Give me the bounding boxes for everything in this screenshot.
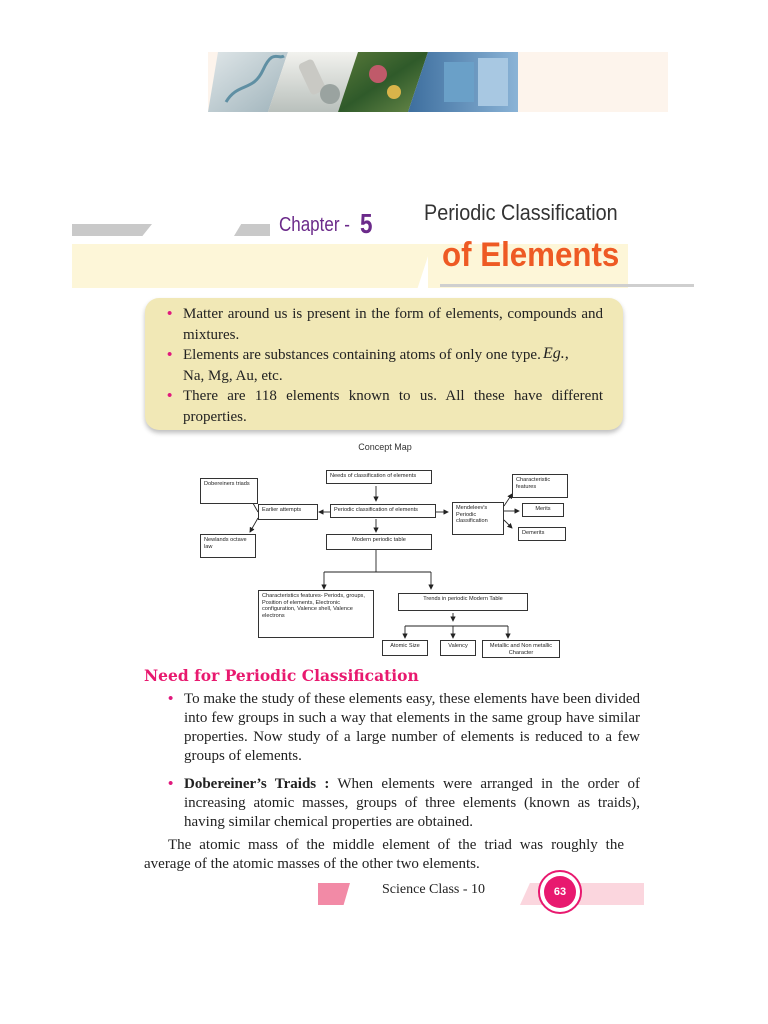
body-paragraph: The atomic mass of the middle element of the triad was roughly the average of the atomic masses of the other two elements. [144, 837, 624, 872]
heading-bar-left [72, 224, 152, 236]
summary-item [163, 345, 603, 386]
cm-earlier-box: Earlier attempts [258, 504, 318, 520]
cm-trends-box: Trends in periodic Modern Table [398, 593, 528, 611]
bullet-icon: • [167, 306, 173, 322]
cm-merits-box: Merits [522, 503, 564, 517]
banner-photo-collage [208, 52, 518, 112]
cm-periodic-box: Periodic classification of elements [330, 504, 436, 518]
page-number: 63 [544, 876, 576, 908]
chapter-number: 5 [360, 208, 373, 239]
summary-text: Elements are substances containing atoms of only one type. [183, 347, 541, 363]
cm-needs-box: Needs of classification of elements [326, 470, 432, 484]
body-bullet-term: Dobereiner’s Traids : [184, 776, 330, 792]
bullet-icon: • [167, 388, 173, 404]
cm-characteristics-box: Characteristics features- Periods, groups, Position of elements, Electronic configuration, Valence shell, Valence electrons [258, 590, 374, 638]
page-number-badge [538, 870, 582, 914]
heading-band [72, 244, 432, 288]
heading-rule [440, 284, 694, 287]
summary-text: There are 118 elements known to us. All these have different properties. [183, 388, 603, 425]
cm-metallic-box: Metallic and Non metallic Character [482, 640, 560, 658]
eg-annotation: Eg., [543, 345, 569, 362]
summary-text: Matter around us is present in the form of elements, compounds and mixtures. [183, 306, 603, 343]
cm-valency-box: Valency [440, 640, 476, 656]
concept-map [190, 438, 580, 664]
summary-item [163, 304, 603, 345]
heading-bar-middle [234, 224, 270, 236]
summary-box [145, 298, 623, 430]
cm-demerits-box: Demerits [518, 527, 566, 541]
cm-mendeleev-box: Mendeleev's Periodic classification [452, 502, 504, 535]
cm-atomic-size-box: Atomic Size [382, 640, 428, 656]
body-bullet [168, 690, 640, 766]
summary-examples: Na, Mg, Au, etc. [183, 367, 283, 384]
concept-map-title: Concept Map [358, 442, 412, 452]
cm-dobereiner-box: Dobereiners triads [200, 478, 258, 504]
chapter-title-line1: Periodic Classification [424, 200, 618, 225]
footer-accent-left [318, 883, 350, 905]
section-heading: Need for Periodic Classification [144, 666, 419, 685]
summary-item [163, 386, 603, 427]
bullet-icon: • [168, 776, 174, 792]
body-bullet-text: To make the study of these elements easy, these elements have been divided into few groups in such a way that elements in the same group have similar properties. Now study of a large number of elements is reduced to a few groups of elements. [184, 691, 640, 764]
cm-newlands-box: Newlands octave law [200, 534, 256, 558]
cm-characteristic-box: Characteristic features [512, 474, 568, 498]
chapter-title-line2: of Elements [442, 236, 620, 274]
body-bullet [168, 775, 640, 832]
body-bullet-text: When elements were arranged in the order of increasing atomic masses, groups of three elements (known as traids), having similar chemical properties are obtained. [184, 776, 640, 830]
chapter-label: Chapter - [279, 214, 350, 236]
header-banner [208, 52, 668, 112]
bullet-icon: • [167, 347, 173, 363]
footer-label: Science Class - 10 [382, 882, 486, 897]
cm-modern-box: Modern periodic table [326, 534, 432, 550]
bullet-icon: • [168, 691, 174, 707]
